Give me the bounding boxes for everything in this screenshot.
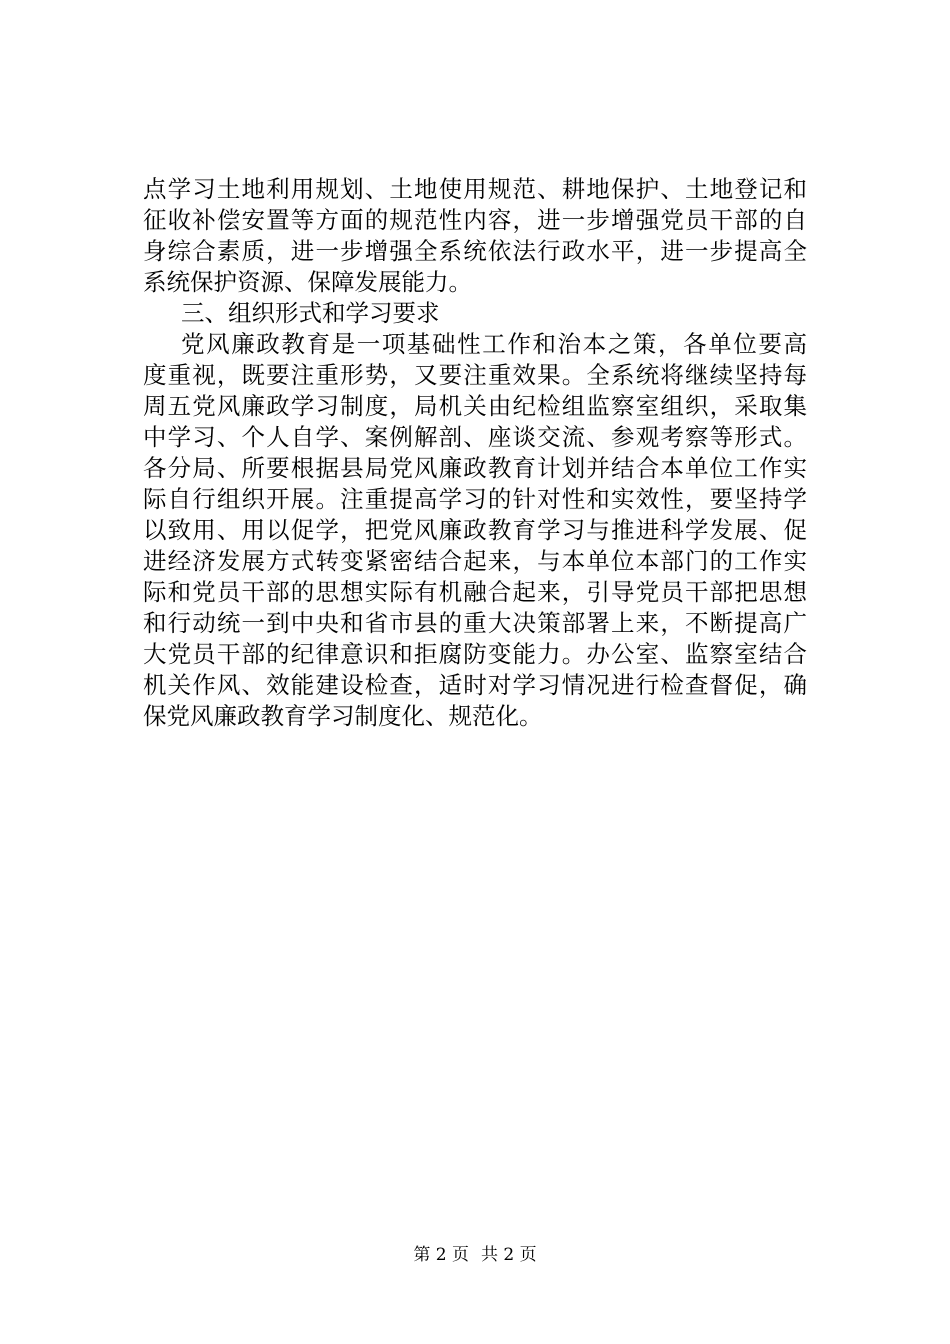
paragraph-line: 系统保护资源、保障发展能力。 xyxy=(143,268,472,296)
paragraph-line: 保党风廉政教育学习制度化、规范化。 xyxy=(143,702,543,730)
paragraph-line: 际自行组织开展。注重提高学习的针对性和实效性，要坚持学 xyxy=(143,485,807,513)
paragraph-line: 各分局、所要根据县局党风廉政教育计划并结合本单位工作实 xyxy=(143,454,807,482)
section-heading: 三、组织形式和学习要求 xyxy=(181,299,440,327)
paragraph-line: 党风廉政教育是一项基础性工作和治本之策，各单位要高 xyxy=(181,330,807,358)
document-body xyxy=(143,174,807,732)
paragraph-line: 以致用、用以促学，把党风廉政教育学习与推进科学发展、促 xyxy=(143,516,807,544)
paragraph-line: 征收补偿安置等方面的规范性内容，进一步增强党员干部的自 xyxy=(143,206,807,234)
paragraph-line: 点学习土地利用规划、土地使用规范、耕地保护、土地登记和 xyxy=(143,175,807,203)
paragraph-line: 机关作风、效能建设检查，适时对学习情况进行检查督促，确 xyxy=(143,671,807,699)
paragraph-line: 进经济发展方式转变紧密结合起来，与本单位本部门的工作实 xyxy=(143,547,807,575)
paragraph-line: 身综合素质，进一步增强全系统依法行政水平，进一步提高全 xyxy=(143,237,807,265)
paragraph-line: 际和党员干部的思想实际有机融合起来，引导党员干部把思想 xyxy=(143,578,807,606)
page-total: 共 2 页 xyxy=(481,1245,537,1265)
paragraph-line: 和行动统一到中央和省市县的重大决策部署上来，不断提高广 xyxy=(143,609,807,637)
paragraph-line: 大党员干部的纪律意识和拒腐防变能力。办公室、监察室结合 xyxy=(143,640,807,668)
page-number: 第 2 页 xyxy=(413,1245,469,1265)
paragraph-line: 周五党风廉政学习制度，局机关由纪检组监察室组织，采取集 xyxy=(143,392,807,420)
paragraph-line: 中学习、个人自学、案例解剖、座谈交流、参观考察等形式。 xyxy=(143,423,807,451)
paragraph-line: 度重视，既要注重形势，又要注重效果。全系统将继续坚持每 xyxy=(143,361,807,389)
page-footer xyxy=(0,1245,950,1265)
